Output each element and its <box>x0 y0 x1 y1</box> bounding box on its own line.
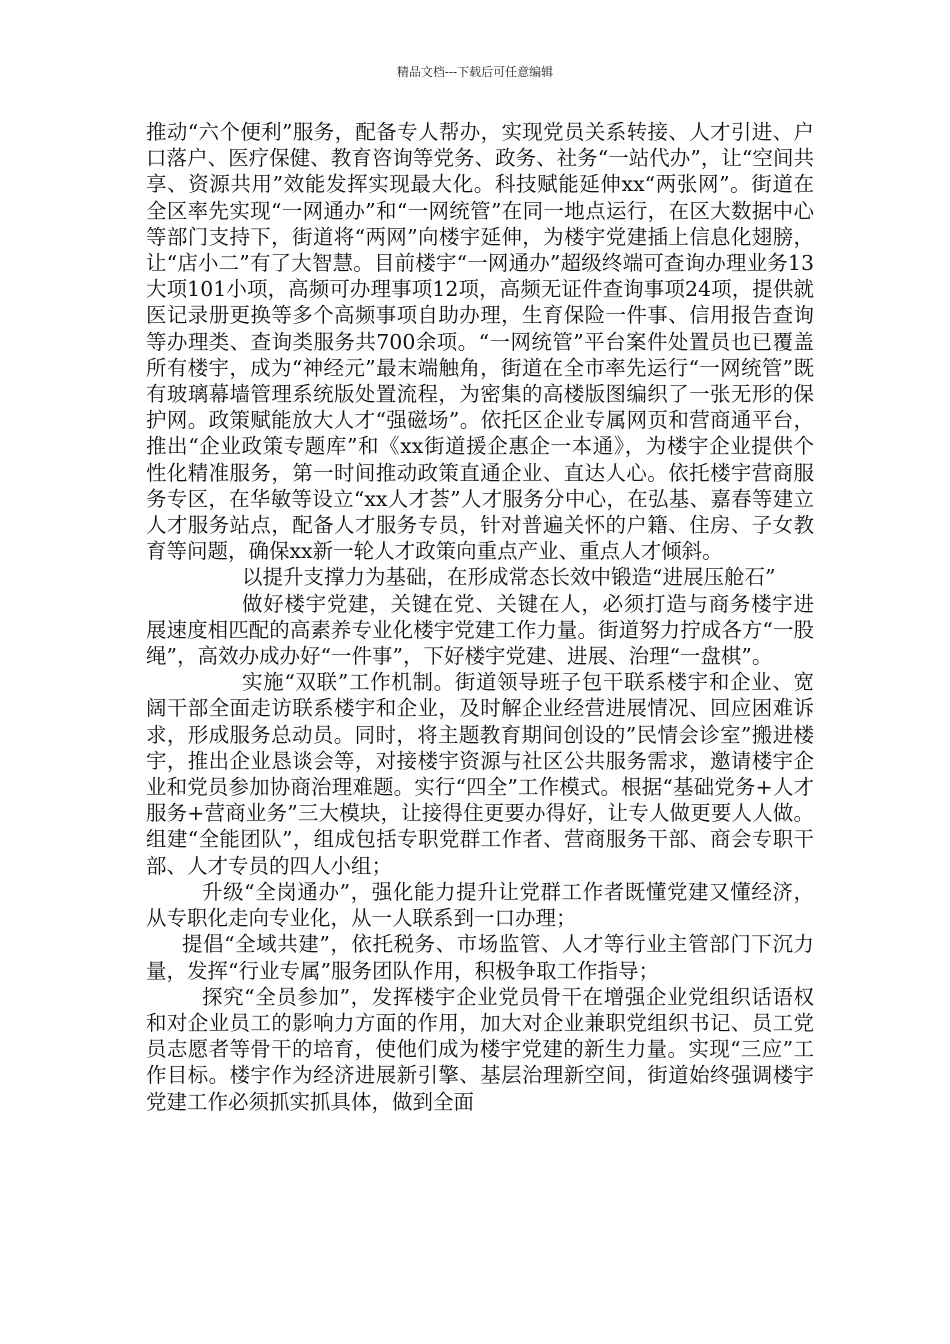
body-paragraph: 升级“全岗通办”，强化能力提升让党群工作者既懂党建又懂经济，从专职化走向专业化，从一人联系到一口办理； <box>146 879 814 931</box>
body-paragraph: 推动“六个便利”服务，配备专人帮办，实现党员关系转接、人才引进、户口落户、医疗保健、教育咨询等党务、政务、社务“一站代办”，让“空间共享、资源共用”效能发挥实现最大化。科技赋能延伸xx“两张网”。街道在全区率先实现“一网通办”和“一网统管”在同一地点运行，在区大数据中心等部门支持下，街道将“两网”向楼宇延伸，为楼宇党建插上信息化翅膀，让“店小二”有了大智慧。目前楼宇“一网通办”超级终端可查询办理业务13大项101小项，高频可办理事项12项，高频无证件查询事项24项，提供就医记录册更换等多个高频事项自助办理，生育保险一件事、信用报告查询等办理类、查询类服务共700余项。“一网统管”平台案件处置员也已覆盖所有楼宇，成为“神经元”最末端触角，街道在全市率先运行“一网统管”既有玻璃幕墙管理系统版处置流程，为密集的高楼版图编织了一张无形的保护网。政策赋能放大人才“强磁场”。依托区企业专属网页和营商通平台，推出“企业政策专题库”和《xx街道援企惠企一本通》，为楼宇企业提供个性化精准服务，第一时间推动政策直通企业、直达人心。依托楼宇营商服务专区，在华敏等设立“xx人才荟”人才服务分中心，在弘基、嘉春等建立人才服务站点，配备人才服务专员，针对普遍关怀的户籍、住房、子女教育等问题，确保xx新一轮人才政策向重点产业、重点人才倾斜。 <box>146 120 814 564</box>
section-heading: 以提升支撑力为基础，在形成常态长效中锻造“进展压舱石” <box>242 565 776 590</box>
document-body <box>146 119 814 1115</box>
body-paragraph: 提倡“全域共建”，依托税务、市场监管、人才等行业主管部门下沉力量，发挥“行业专属”服务团队作用，积极争取工作指导； <box>146 932 814 983</box>
body-paragraph: 实施“双联”工作机制。街道领导班子包干联系楼宇和企业、宽阔干部全面走访联系楼宇和企业，及时解企业经营进展情况、回应困难诉求，形成服务总动员。同时，将主题教育期间创设的”民情会诊室”搬进楼宇，推出企业恳谈会等，对接楼宇资源与社区公共服务需求，邀请楼宇企业和党员参加协商治理难题。实行“四全”工作模式。根据“基础党务+人才服务+营商业务”三大模块，让接得住更要办得好，让专人做更要人人做。组建“全能团队”，组成包括专职党群工作者、营商服务干部、商会专职干部、人才专员的四人小组； <box>146 670 814 878</box>
body-paragraph: 探究“全员参加”，发挥楼宇企业党员骨干在增强企业党组织话语权和对企业员工的影响力方面的作用，加大对企业兼职党组织书记、员工党员志愿者等骨干的培育，使他们成为楼宇党建的新生力量。实现“三应”工作目标。楼宇作为经济进展新引擎、基层治理新空间，街道始终强调楼宇党建工作必须抓实抓具体，做到全面 <box>146 984 814 1114</box>
page-header: 精品文档---下载后可任意编辑 <box>396 65 554 79</box>
body-paragraph: 做好楼宇党建，关键在党、关键在人，必须打造与商务楼宇进展速度相匹配的高素养专业化楼宇党建工作力量。街道努力拧成各方“一股绳”，高效办成办好“一件事”，下好楼宇党建、进展、治理“一盘棋”。 <box>146 591 814 669</box>
